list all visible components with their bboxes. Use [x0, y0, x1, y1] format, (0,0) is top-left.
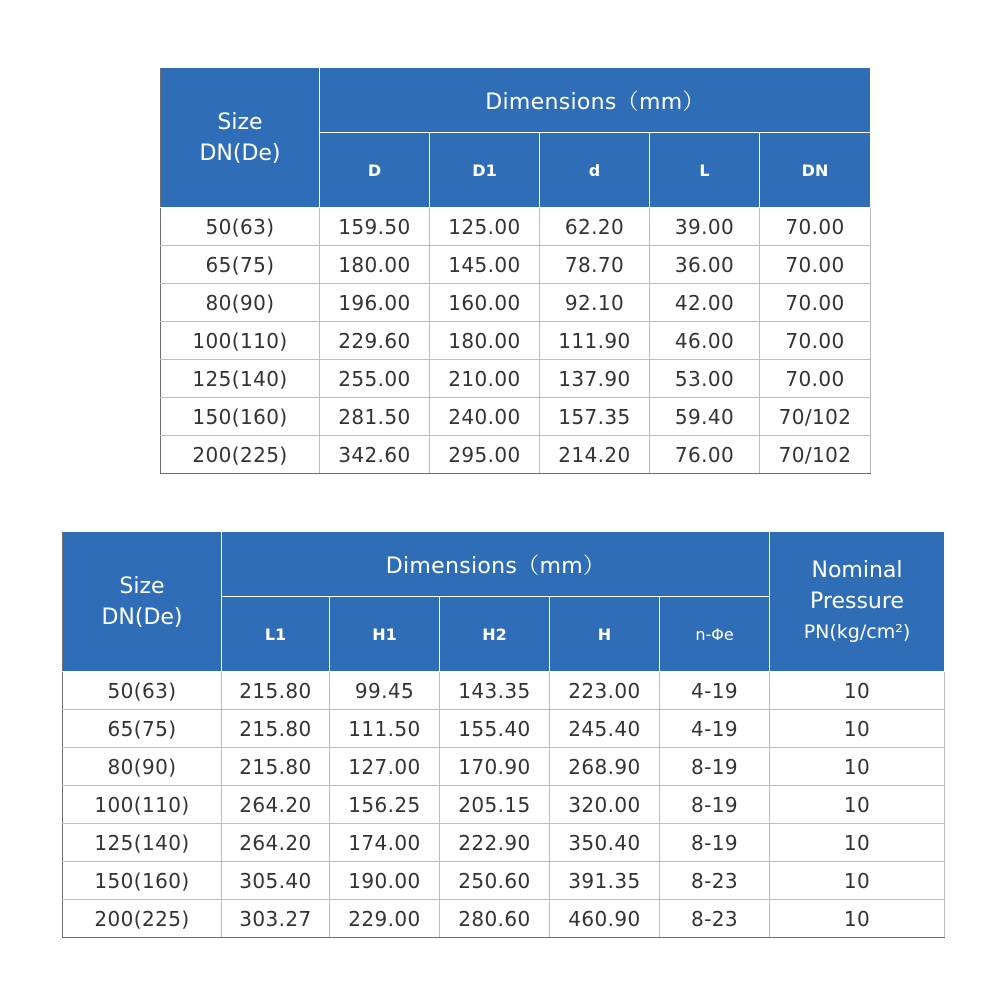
dimensions-table-2 [62, 531, 945, 938]
pressure-header-line1: Nominal [811, 558, 903, 583]
size-cell: 125(140) [63, 824, 222, 862]
table-cell: 137.90 [540, 360, 650, 398]
table-cell: 268.90 [550, 748, 660, 786]
table-cell: 196.00 [320, 284, 430, 322]
column-header-H2: H2 [440, 597, 550, 672]
table-row [161, 284, 871, 322]
table-cell: 39.00 [650, 208, 760, 246]
table-row [63, 710, 945, 748]
size-cell: 65(75) [161, 246, 320, 284]
dimensions-group-header: Dimensions（mm） [222, 532, 770, 597]
size-cell: 200(225) [161, 436, 320, 474]
table-cell: 10 [770, 824, 945, 862]
table-cell: 8-19 [660, 824, 770, 862]
column-header-d: d [540, 133, 650, 208]
table-cell: 215.80 [222, 748, 330, 786]
table-cell: 8-19 [660, 786, 770, 824]
size-header-line2: DN(De) [101, 604, 183, 630]
table-cell: 229.60 [320, 322, 430, 360]
table-cell: 70.00 [760, 284, 871, 322]
table-cell: 155.40 [440, 710, 550, 748]
table-cell: 70/102 [760, 436, 871, 474]
table-row [63, 672, 945, 710]
table-cell: 460.90 [550, 900, 660, 938]
table-cell: 70.00 [760, 322, 871, 360]
table-cell: 10 [770, 748, 945, 786]
table-cell: 222.90 [440, 824, 550, 862]
table-cell: 174.00 [330, 824, 440, 862]
column-header-H: H [550, 597, 660, 672]
size-cell: 80(90) [161, 284, 320, 322]
table-cell: 8-23 [660, 900, 770, 938]
table-cell: 4-19 [660, 710, 770, 748]
size-header-line1: Size [217, 109, 263, 135]
table-cell: 70/102 [760, 398, 871, 436]
table-cell: 255.00 [320, 360, 430, 398]
table-cell: 8-23 [660, 862, 770, 900]
table-cell: 245.40 [550, 710, 660, 748]
table-cell: 160.00 [430, 284, 540, 322]
column-header-H1: H1 [330, 597, 440, 672]
table-cell: 78.70 [540, 246, 650, 284]
table-row [161, 360, 871, 398]
dimensions-group-header: Dimensions（mm） [320, 68, 871, 133]
table-cell: 76.00 [650, 436, 760, 474]
size-cell: 100(110) [63, 786, 222, 824]
size-cell: 80(90) [63, 748, 222, 786]
column-header-DN: DN [760, 133, 871, 208]
table-row [63, 786, 945, 824]
table-cell: 111.90 [540, 322, 650, 360]
table-cell: 145.00 [430, 246, 540, 284]
table-cell: 280.60 [440, 900, 550, 938]
table-cell: 215.80 [222, 710, 330, 748]
table-cell: 240.00 [430, 398, 540, 436]
table-cell: 46.00 [650, 322, 760, 360]
table-cell: 214.20 [540, 436, 650, 474]
size-cell: 125(140) [161, 360, 320, 398]
table-cell: 10 [770, 862, 945, 900]
table-cell: 391.35 [550, 862, 660, 900]
table-cell: 264.20 [222, 786, 330, 824]
table-cell: 210.00 [430, 360, 540, 398]
table-cell: 250.60 [440, 862, 550, 900]
size-cell: 150(160) [63, 862, 222, 900]
table-cell: 8-19 [660, 748, 770, 786]
dimensions-table-1 [160, 67, 871, 474]
table-cell: 10 [770, 900, 945, 938]
size-header-line1: Size [119, 573, 165, 599]
table-cell: 111.50 [330, 710, 440, 748]
table-row [63, 748, 945, 786]
table-row [63, 862, 945, 900]
column-header-n-phi-e: n-Φe [660, 597, 770, 672]
table-cell: 70.00 [760, 360, 871, 398]
pressure-header-line2: Pressure [810, 589, 904, 614]
table-cell: 223.00 [550, 672, 660, 710]
size-header-line2: DN(De) [199, 140, 281, 166]
table-cell: 205.15 [440, 786, 550, 824]
size-cell: 200(225) [63, 900, 222, 938]
table-cell: 143.35 [440, 672, 550, 710]
table-cell: 264.20 [222, 824, 330, 862]
table-cell: 190.00 [330, 862, 440, 900]
table-row [63, 824, 945, 862]
table-cell: 70.00 [760, 208, 871, 246]
table-cell: 127.00 [330, 748, 440, 786]
column-header-L1: L1 [222, 597, 330, 672]
size-header [161, 68, 320, 208]
table-row [161, 208, 871, 246]
table-cell: 180.00 [320, 246, 430, 284]
pressure-header-unit: PN(kg/cm²) [803, 621, 911, 643]
table-cell: 70.00 [760, 246, 871, 284]
table-cell: 342.60 [320, 436, 430, 474]
table-cell: 229.00 [330, 900, 440, 938]
size-cell: 100(110) [161, 322, 320, 360]
column-header-L: L [650, 133, 760, 208]
table-cell: 170.90 [440, 748, 550, 786]
table-row [161, 398, 871, 436]
table-1-body [161, 208, 871, 474]
table-cell: 10 [770, 786, 945, 824]
column-header-D: D [320, 133, 430, 208]
size-header [63, 532, 222, 672]
size-cell: 65(75) [63, 710, 222, 748]
table-cell: 42.00 [650, 284, 760, 322]
table-cell: 281.50 [320, 398, 430, 436]
table-cell: 215.80 [222, 672, 330, 710]
table-cell: 156.25 [330, 786, 440, 824]
table-cell: 62.20 [540, 208, 650, 246]
table-row [161, 246, 871, 284]
table-row [161, 436, 871, 474]
table-cell: 320.00 [550, 786, 660, 824]
table-cell: 4-19 [660, 672, 770, 710]
table-cell: 303.27 [222, 900, 330, 938]
table-cell: 295.00 [430, 436, 540, 474]
table-cell: 180.00 [430, 322, 540, 360]
table-cell: 305.40 [222, 862, 330, 900]
table-cell: 10 [770, 710, 945, 748]
size-cell: 150(160) [161, 398, 320, 436]
table-cell: 59.40 [650, 398, 760, 436]
table-cell: 92.10 [540, 284, 650, 322]
nominal-pressure-header [770, 532, 945, 672]
table-cell: 350.40 [550, 824, 660, 862]
table-row [63, 900, 945, 938]
table-cell: 53.00 [650, 360, 760, 398]
table-cell: 125.00 [430, 208, 540, 246]
table-2-body [63, 672, 945, 938]
size-cell: 50(63) [63, 672, 222, 710]
table-cell: 159.50 [320, 208, 430, 246]
table-cell: 157.35 [540, 398, 650, 436]
size-cell: 50(63) [161, 208, 320, 246]
table-cell: 99.45 [330, 672, 440, 710]
table-cell: 36.00 [650, 246, 760, 284]
table-row [161, 322, 871, 360]
table-cell: 10 [770, 672, 945, 710]
column-header-D1: D1 [430, 133, 540, 208]
